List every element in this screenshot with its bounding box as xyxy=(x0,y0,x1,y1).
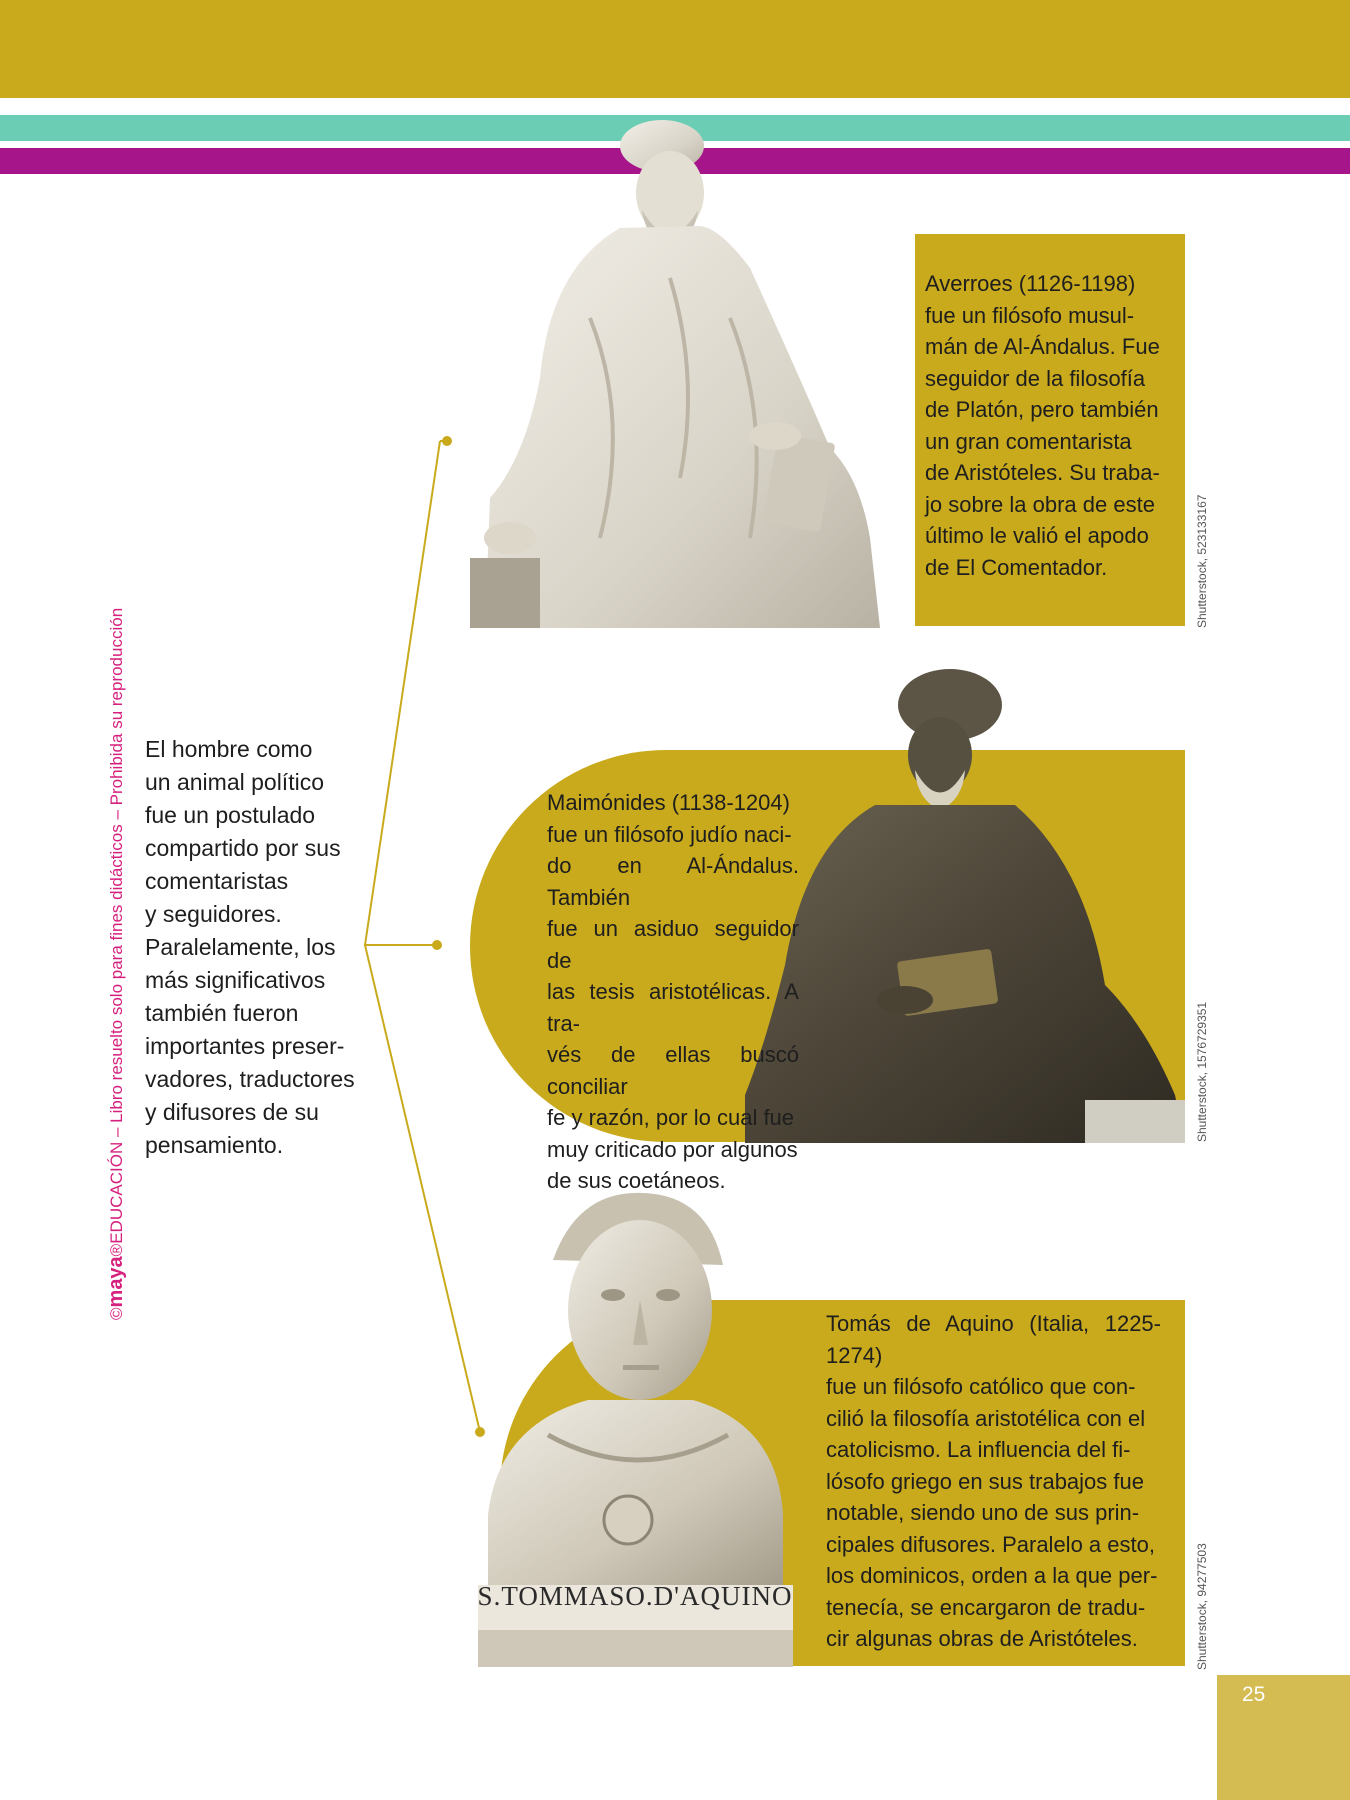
maimonides-image-credit: Shutterstock, 1576729351 xyxy=(1195,1001,1209,1142)
copyright-symbol: © xyxy=(107,1307,126,1320)
connector-dot-2 xyxy=(432,940,442,950)
aquino-bust-image xyxy=(478,1185,793,1667)
bust-inscription: S.TOMMASO.D'AQUINO xyxy=(478,1581,793,1611)
page-number: 25 xyxy=(1242,1683,1266,1706)
page-number-box xyxy=(1217,1675,1350,1800)
brand-logo-text: maya xyxy=(105,1256,127,1308)
averroes-statue-image xyxy=(470,118,930,628)
averroes-description: Averroes (1126-1198) fue un filósofo musul- mán de Al-Ándalus. Fue seguidor de la filosofía de Platón, pero también un gran comentarista de Aristóteles. Su traba- jo sobre la obra de este último le valió el apodo de El Comentador. xyxy=(925,271,1160,580)
averroes-image-credit: Shutterstock, 523133167 xyxy=(1195,494,1209,628)
aquino-description: Tomás de Aquino (Italia, 1225-1274) fue un filósofo católico que con- cilió la filosofía aristotélica con el catolicismo. La influencia del fi- lósofo griego en sus trabajos fue notable, siendo uno de sus prin- cipales difusores. Paralelo a esto, los dominicos, orden a la que per- tenecía, se encargaron de tradu- cir algunas obras de Aristóteles. xyxy=(826,1311,1161,1651)
maimonides-description: Maimónides (1138-1204) fue un filósofo judío naci- do en Al-Ándalus. También fue un asiduo seguidor de las tesis aristotélicas. A tra- vés de ellas buscó conciliar fe y razón, por lo cual fue muy criticado por algunos de sus coetáneos. xyxy=(547,790,799,1193)
intro-paragraph: El hombre como un animal político fue un postulado compartido por sus comentaristas y seguidores. Paralelamente, los más significativos también fueron importantes preser- vadores, traductores y difusores de su pensamiento. xyxy=(145,736,355,1158)
copyright-text: EDUCACIÓN – Libro resuelto solo para fines didácticos – Prohibida su reproducción xyxy=(107,607,126,1244)
aquino-image-credit: Shutterstock, 94277503 xyxy=(1195,1543,1209,1670)
maimonides-statue-image xyxy=(745,665,1185,1143)
registered-symbol: ® xyxy=(107,1243,126,1257)
connector-dot-1 xyxy=(442,436,452,446)
